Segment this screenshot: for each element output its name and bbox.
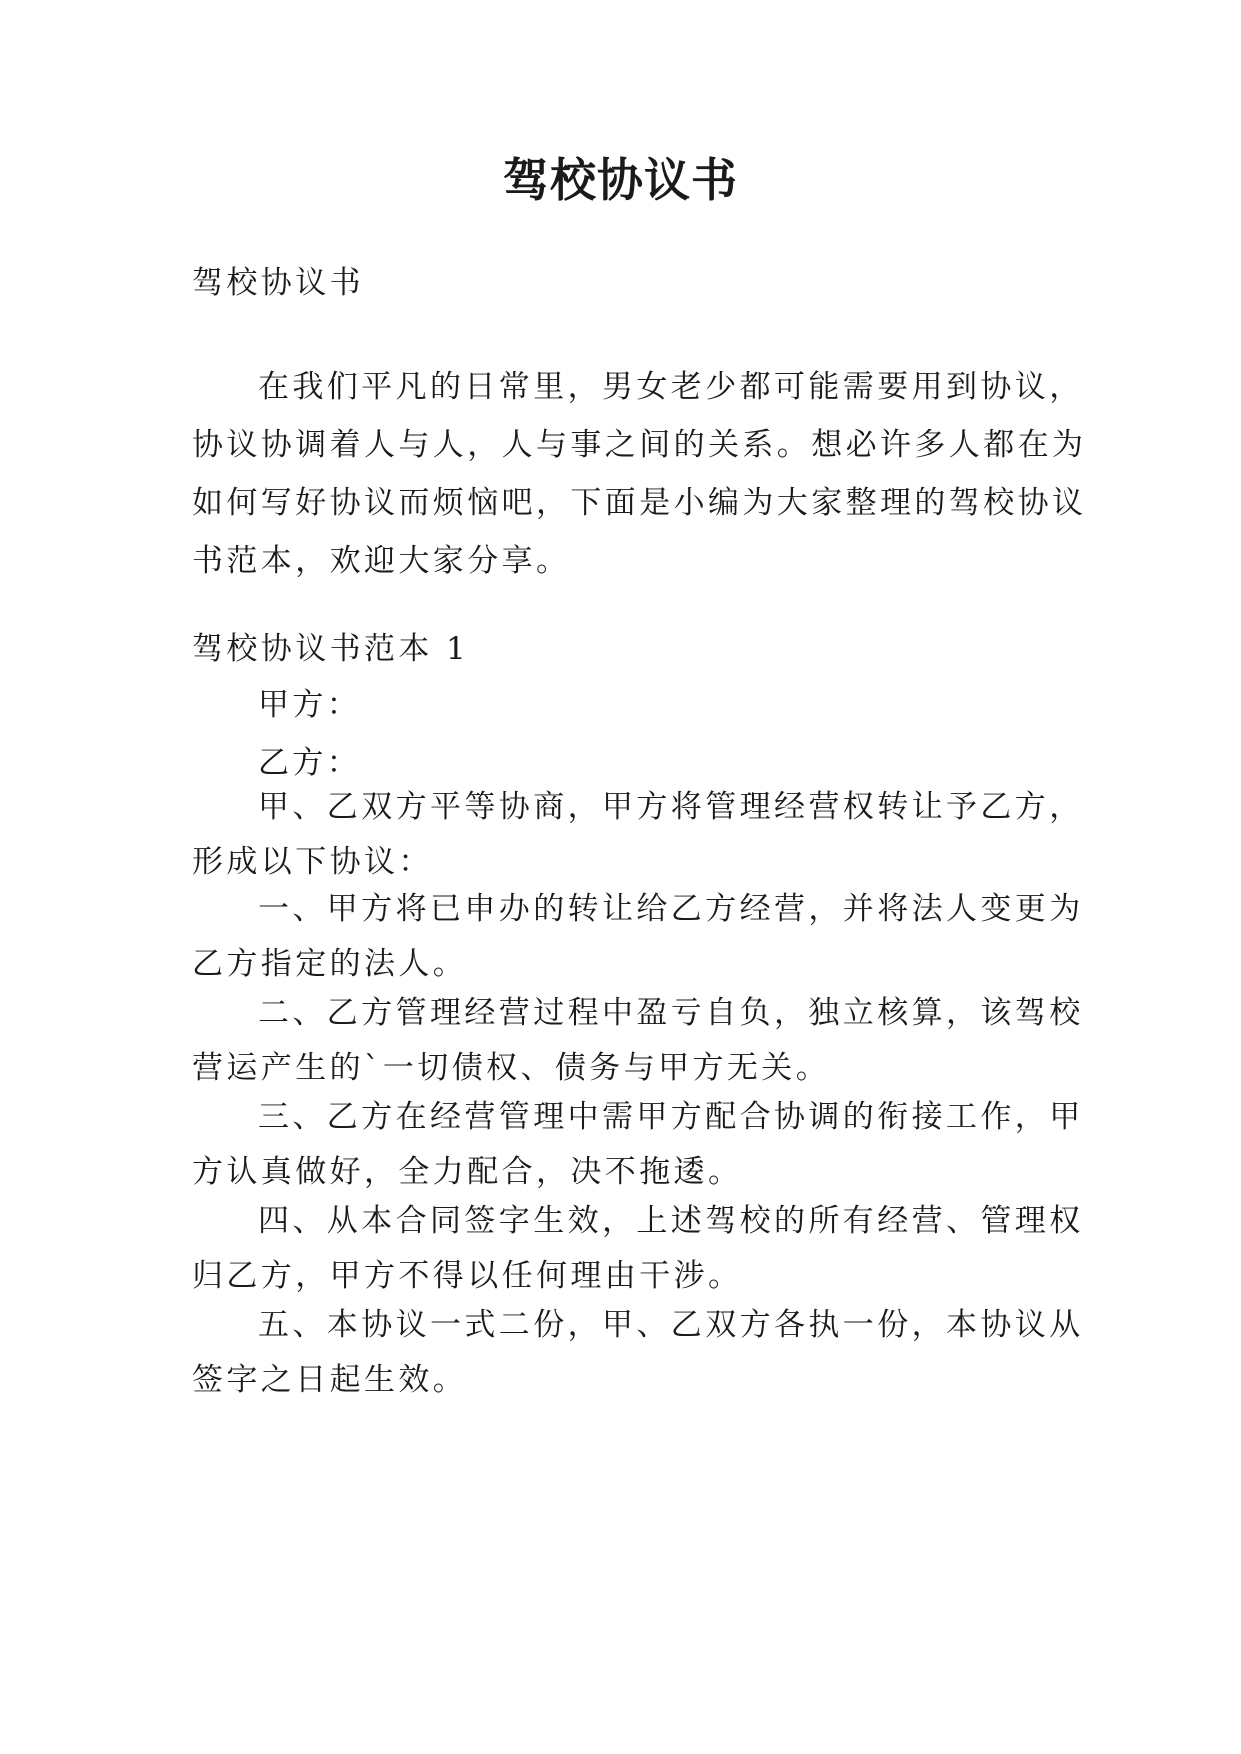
document-title: 驾校协议书 — [503, 153, 738, 207]
clause-line: 四、从本合同签字生效，上述驾校的所有经营、管理权 — [258, 1203, 1084, 1239]
intro-line: 协议协调着人与人，人与事之间的关系。想必许多人都在为 — [192, 427, 1087, 463]
party-b-label: 乙方： — [258, 745, 362, 781]
clause-line: 五、本协议一式二份，甲、乙双方各执一份，本协议从 — [258, 1307, 1084, 1343]
clause-paragraph — [192, 778, 1084, 894]
clause-line: 甲、乙双方平等协商，甲方将管理经营权转让予乙方， — [258, 789, 1084, 825]
party-a-label: 甲方： — [258, 687, 362, 723]
document-subtitle: 驾校协议书 — [192, 265, 364, 301]
clause-line: 二、乙方管理经营过程中盈亏自负，独立核算，该驾校 — [258, 995, 1084, 1031]
sample-heading: 驾校协议书范本 1 — [192, 631, 470, 667]
clause-line: 方认真做好，全力配合，决不拖逶。 — [192, 1154, 743, 1190]
clause-paragraph — [192, 984, 1084, 1100]
clause-paragraph — [192, 880, 1084, 996]
intro-paragraph — [192, 358, 1087, 590]
intro-line: 如何写好协议而烦恼吧，下面是小编为大家整理的驾校协议 — [192, 485, 1087, 521]
clause-paragraph — [192, 1088, 1084, 1204]
clause-line: 归乙方，甲方不得以任何理由干涉。 — [192, 1258, 743, 1294]
clause-line: 形成以下协议： — [192, 844, 433, 880]
intro-line: 书范本，欢迎大家分享。 — [192, 543, 571, 579]
clause-paragraph — [192, 1192, 1084, 1308]
clause-line: 一、甲方将已申办的转让给乙方经营，并将法人变更为 — [258, 891, 1084, 927]
clause-line: 乙方指定的法人。 — [192, 946, 468, 982]
intro-line: 在我们平凡的日常里，男女老少都可能需要用到协议， — [258, 369, 1084, 405]
clause-line: 签字之日起生效。 — [192, 1362, 468, 1398]
clause-paragraph — [192, 1296, 1084, 1412]
clause-line: 营运产生的`一切债权、债务与甲方无关。 — [192, 1050, 831, 1086]
clause-line: 三、乙方在经营管理中需甲方配合协调的衔接工作，甲 — [258, 1099, 1084, 1135]
